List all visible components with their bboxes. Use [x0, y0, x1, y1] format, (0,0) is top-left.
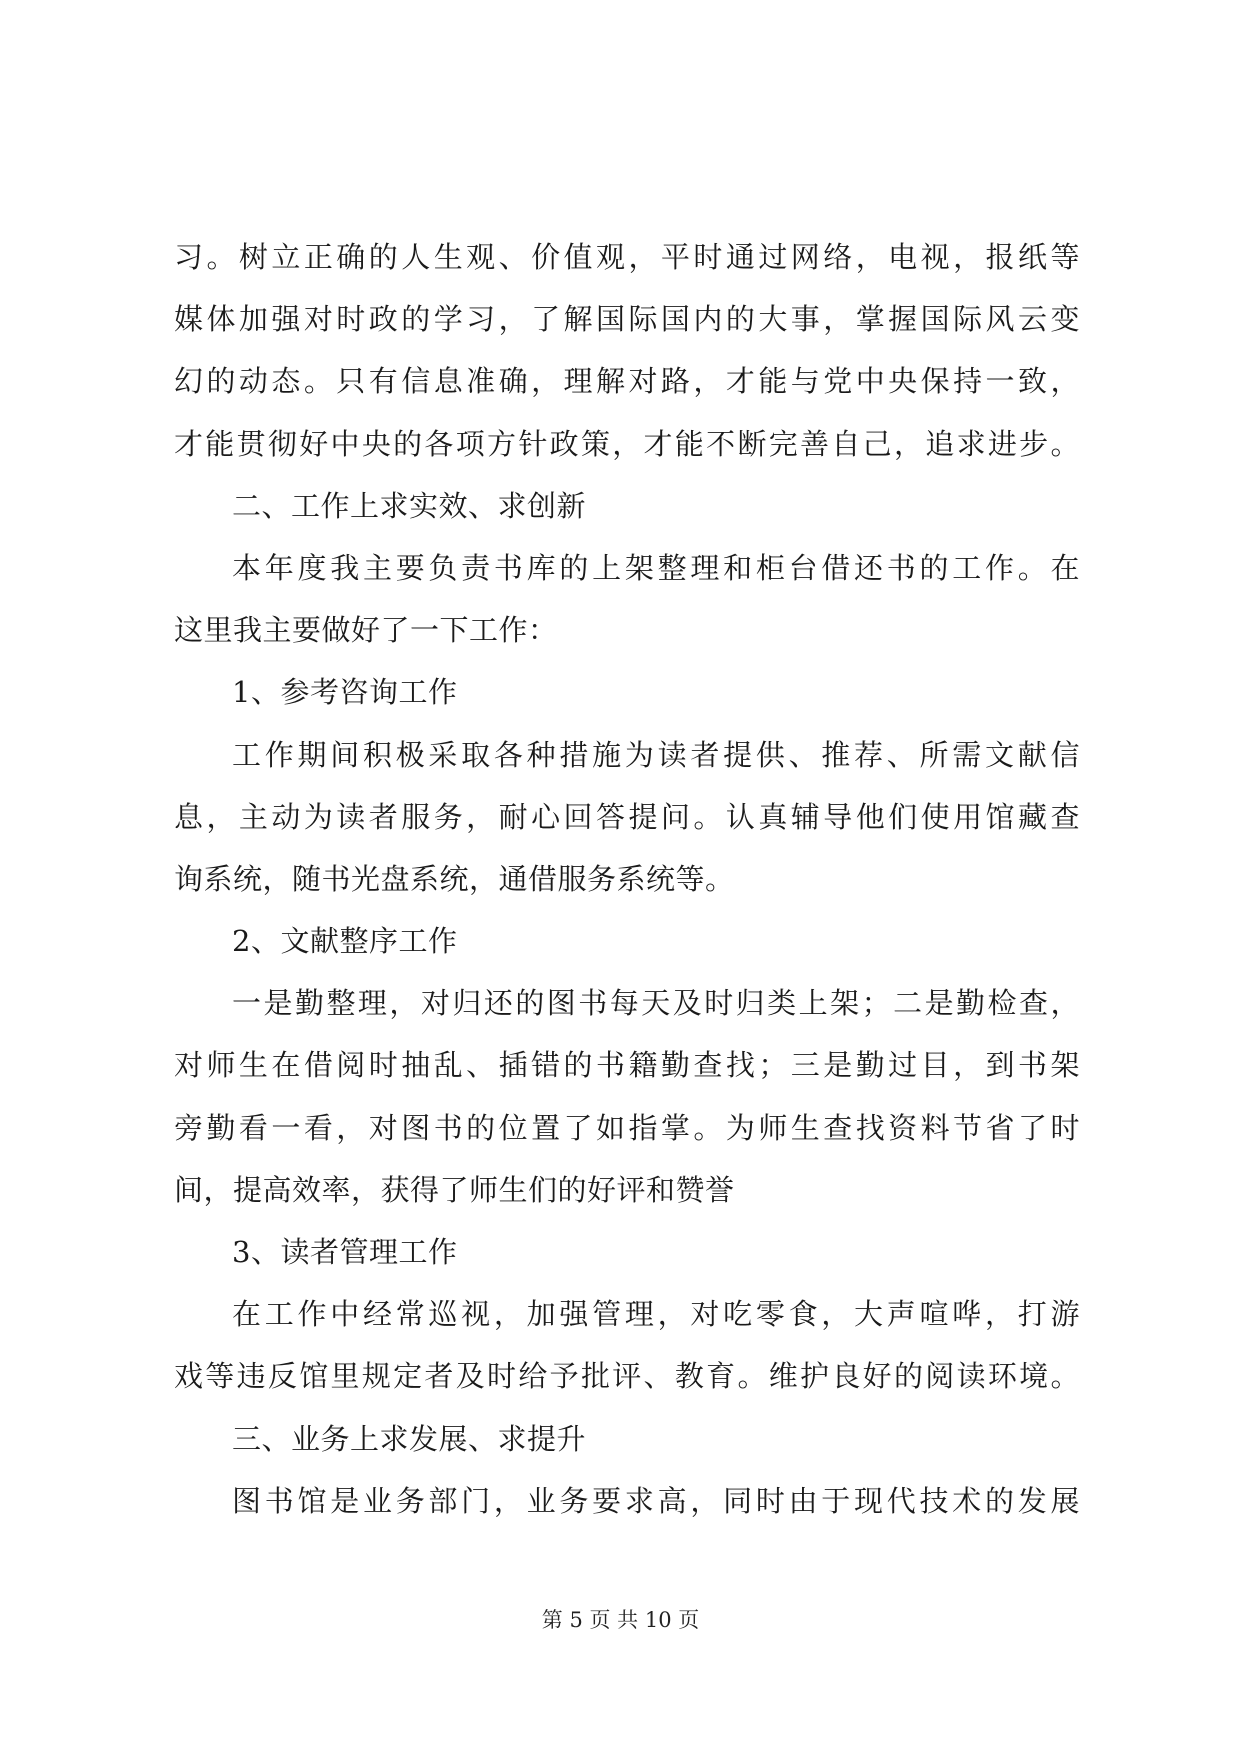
page-number-footer: 第 5 页 共 10 页 — [541, 1608, 700, 1632]
subsection-heading: 2、文献整序工作 — [232, 924, 458, 959]
text-line: 图书馆是业务部门，业务要求高，同时由于现代技术的发展 — [232, 1483, 1080, 1518]
text-line: 对师生在借阅时抽乱、插错的书籍勤查找；三是勤过目，到书架 — [174, 1048, 1080, 1083]
text-line: 一是勤整理，对归还的图书每天及时归类上架；二是勤检查， — [232, 986, 1080, 1021]
text-line: 这里我主要做好了一下工作： — [174, 613, 558, 648]
text-line: 旁勤看一看，对图书的位置了如指掌。为师生查找资料节省了时 — [174, 1110, 1080, 1145]
text-line: 习。树立正确的人生观、价值观，平时通过网络，电视，报纸等 — [174, 240, 1080, 274]
text-line: 间，提高效率，获得了师生们的好评和赞誉 — [174, 1172, 735, 1207]
subsection-heading: 1、参考咨询工作 — [232, 675, 458, 710]
text-line: 才能贯彻好中央的各项方针政策，才能不断完善自己，追求进步。 — [174, 426, 1080, 461]
document-body — [174, 226, 1080, 1532]
text-line: 在工作中经常巡视，加强管理，对吃零食，大声喧哗，打游 — [232, 1297, 1080, 1332]
text-line: 工作期间积极采取各种措施为读者提供、推荐、所需文献信 — [232, 737, 1080, 772]
text-line: 本年度我主要负责书库的上架整理和柜台借还书的工作。在 — [232, 550, 1080, 585]
text-line: 询系统，随书光盘系统，通借服务系统等。 — [174, 861, 735, 896]
section-heading: 二、工作上求实效、求创新 — [232, 488, 587, 523]
section-heading: 三、业务上求发展、求提升 — [232, 1421, 587, 1456]
subsection-heading: 3、读者管理工作 — [232, 1235, 458, 1269]
text-line: 媒体加强对时政的学习，了解国际国内的大事，掌握国际风云变 — [174, 302, 1080, 337]
text-line: 息，主动为读者服务，耐心回答提问。认真辅导他们使用馆藏查 — [174, 799, 1080, 834]
text-line: 幻的动态。只有信息准确，理解对路，才能与党中央保持一致， — [174, 364, 1080, 399]
text-line: 戏等违反馆里规定者及时给予批评、教育。维护良好的阅读环境。 — [174, 1359, 1080, 1394]
